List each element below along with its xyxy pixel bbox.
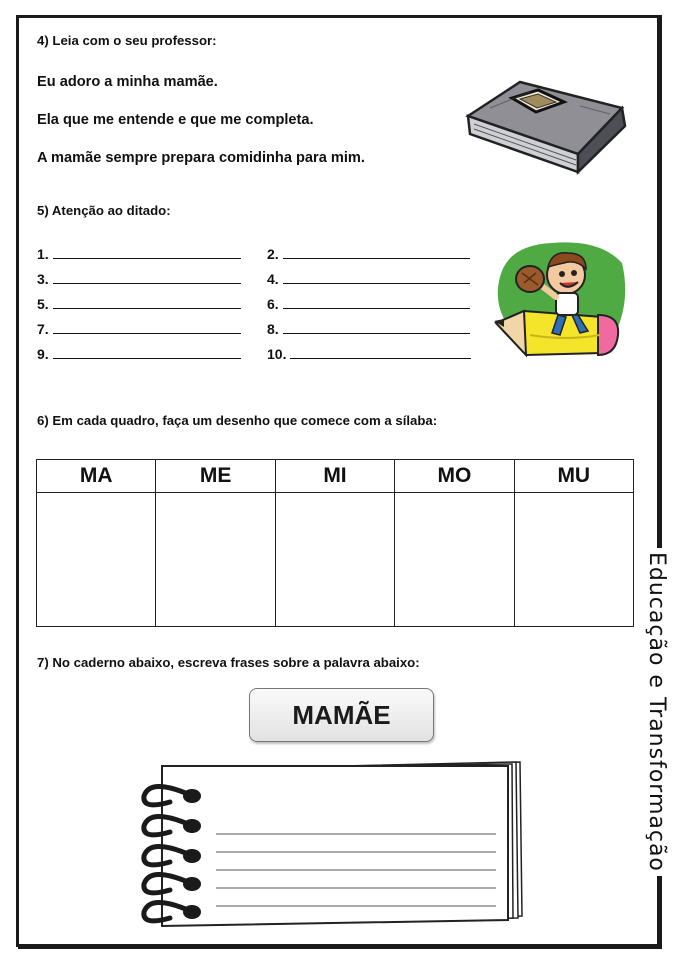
dictation-blank[interactable] <box>53 307 241 309</box>
dictation-item-9[interactable] <box>37 346 241 362</box>
drawing-box-ma[interactable] <box>37 493 156 627</box>
q4-line-3: A mamãe sempre prepara comidinha para mim. <box>37 150 365 166</box>
drawing-box-mu[interactable] <box>514 493 633 627</box>
dictation-blank[interactable] <box>53 282 241 284</box>
dictation-item-7[interactable] <box>37 321 241 337</box>
dictation-number: 7. <box>37 321 49 337</box>
dictation-number: 8. <box>267 321 279 337</box>
dictation-number: 6. <box>267 296 279 312</box>
dictation-number: 4. <box>267 271 279 287</box>
boy-on-pencil-illustration <box>490 237 630 369</box>
q7-heading: 7) No caderno abaixo, escreva frases sobre a palavra abaixo: <box>37 655 420 670</box>
dictation-number: 10. <box>267 346 287 362</box>
dictation-blank[interactable] <box>53 332 241 334</box>
syllable-drawing-table <box>36 459 634 627</box>
drawing-box-mo[interactable] <box>395 493 514 627</box>
dictation-item-1[interactable] <box>37 246 241 262</box>
dictation-number: 5. <box>37 296 49 312</box>
dictation-blank[interactable] <box>53 357 241 359</box>
syllable-header-ma: MA <box>37 460 156 493</box>
q4-line-2: Ela que me entende e que me completa. <box>37 112 314 128</box>
dictation-number: 3. <box>37 271 49 287</box>
dictation-item-10[interactable] <box>267 346 471 362</box>
drawing-box-me[interactable] <box>156 493 275 627</box>
q5-heading: 5) Atenção ao ditado: <box>37 203 171 218</box>
syllable-header-me: ME <box>156 460 275 493</box>
q4-line-1: Eu adoro a minha mamãe. <box>37 74 218 90</box>
dictation-item-2[interactable] <box>267 246 470 262</box>
dictation-blank[interactable] <box>53 257 241 259</box>
syllable-header-mu: MU <box>514 460 633 493</box>
dictation-number: 9. <box>37 346 49 362</box>
dictation-item-5[interactable] <box>37 296 241 312</box>
syllable-header-mo: MO <box>395 460 514 493</box>
dictation-item-6[interactable] <box>267 296 470 312</box>
spiral-notebook-illustration <box>130 758 535 930</box>
dictation-number: 2. <box>267 246 279 262</box>
dictation-item-8[interactable] <box>267 321 470 337</box>
q6-heading: 6) Em cada quadro, faça um desenho que comece com a sílaba: <box>37 413 438 428</box>
side-brand-text: Educação e Transformação <box>644 548 668 876</box>
syllable-header-mi: MI <box>275 460 394 493</box>
dictation-blank[interactable] <box>283 282 470 284</box>
dictation-blank[interactable] <box>283 307 470 309</box>
word-box: MAMÃE <box>249 688 434 742</box>
dictation-blank[interactable] <box>283 257 470 259</box>
dictation-blank[interactable] <box>290 357 471 359</box>
q4-heading: 4) Leia com o seu professor: <box>37 33 217 48</box>
book-illustration <box>460 68 630 183</box>
dictation-number: 1. <box>37 246 49 262</box>
dictation-item-3[interactable] <box>37 271 241 287</box>
drawing-box-mi[interactable] <box>275 493 394 627</box>
dictation-blank[interactable] <box>283 332 470 334</box>
dictation-item-4[interactable] <box>267 271 470 287</box>
